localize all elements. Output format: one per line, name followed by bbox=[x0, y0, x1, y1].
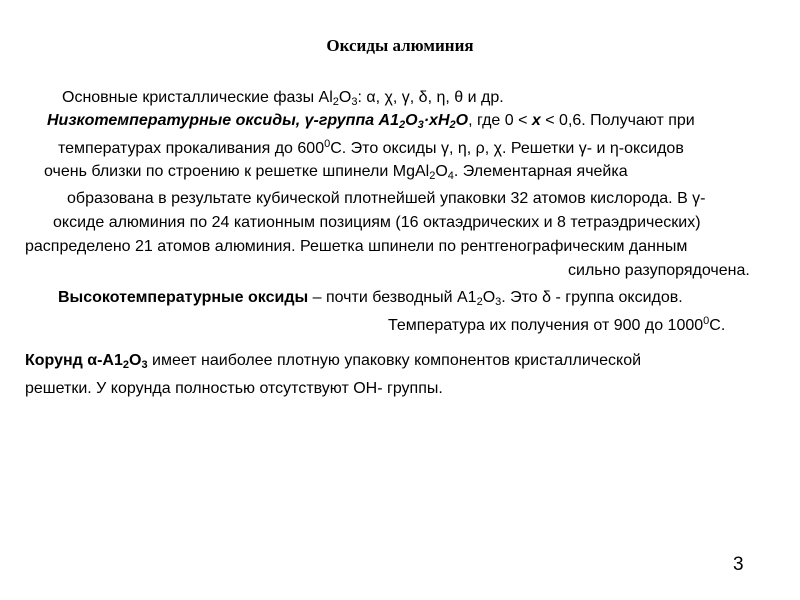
low-line-1-x: х bbox=[531, 112, 541, 129]
corundum-heading bbox=[25, 352, 148, 369]
low-line-2-sup: 0 bbox=[324, 138, 331, 150]
phases-text-a: Основные кристаллические фазы Al bbox=[62, 89, 333, 106]
low-line-3-c: . Элементарная ячейка bbox=[453, 163, 628, 180]
high-line-2-b: С. bbox=[709, 317, 726, 334]
low-temp-heading-text: Низкотемпературные оксиды, γ-группа А1 bbox=[47, 112, 400, 129]
low-line-1-rest-b: < 0,6. Получают при bbox=[540, 112, 695, 129]
low-line-3-b: O bbox=[435, 163, 448, 180]
low-temp-line-6: распределено 21 атомов алюминия. Решетка шпинели по рентгенографическим данным bbox=[25, 238, 688, 255]
corundum-heading-text: Корунд α-А1 bbox=[25, 352, 123, 369]
low-line-2-a: температурах прокаливания до 600 bbox=[58, 140, 325, 157]
main-phases-line bbox=[62, 88, 504, 108]
page-title: Оксиды алюминия bbox=[326, 36, 474, 55]
high-line-1-sub-2: 2 bbox=[476, 296, 483, 308]
high-line-2-a: Температура их получения от 900 до 1000 bbox=[388, 317, 704, 334]
low-line-3-sub-2: 2 bbox=[429, 170, 436, 182]
corundum-line-1-rest: имеет наиболее плотную упаковку компонентов кристаллической bbox=[147, 352, 642, 369]
phases-subscript-2: 2 bbox=[332, 96, 339, 108]
corundum-sub-3: 3 bbox=[141, 359, 148, 371]
low-heading-o: O bbox=[405, 112, 418, 129]
corundum-line-1 bbox=[25, 351, 641, 371]
corundum-heading-o: О bbox=[129, 352, 142, 369]
low-heading-sub-3: 3 bbox=[417, 119, 424, 131]
low-temp-line-5: оксиде алюминия по 24 катионным позициям (16 октаэдрических и 8 тетраэдрических) bbox=[53, 214, 701, 231]
high-line-2-sup: 0 bbox=[703, 315, 710, 327]
high-line-1-c: . Это δ - группа оксидов. bbox=[501, 289, 683, 306]
low-temp-line-1 bbox=[47, 111, 695, 131]
low-temp-heading bbox=[47, 112, 468, 129]
low-temp-line-3 bbox=[44, 162, 628, 182]
phases-subscript-3: 3 bbox=[351, 96, 358, 108]
low-line-1-rest-a: , где 0 < bbox=[468, 112, 532, 129]
page-number: 3 bbox=[733, 554, 744, 575]
phases-text-b: O bbox=[338, 89, 352, 106]
low-line-3-sub-4: 4 bbox=[447, 170, 454, 182]
low-temp-line-7: сильно разупорядочена. bbox=[568, 262, 750, 279]
high-temp-line-1 bbox=[58, 288, 683, 308]
high-line-1-a: – почти безводный А1 bbox=[308, 289, 477, 306]
high-temp-heading: Высокотемпературные оксиды bbox=[58, 289, 309, 306]
low-heading-mid: ·хН bbox=[423, 112, 450, 129]
low-temp-line-2 bbox=[58, 139, 684, 159]
low-heading-sub-2: 2 bbox=[399, 119, 406, 131]
high-line-1-sub-3: 3 bbox=[495, 296, 502, 308]
low-line-2-b: С. Это оксиды γ, η, ρ, χ. Решетки γ- и η-оксидов bbox=[330, 140, 684, 157]
low-heading-o2: О bbox=[455, 112, 469, 129]
high-line-1-b: О bbox=[482, 289, 496, 306]
phases-text-c: : α, χ, γ, δ, η, θ и др. bbox=[357, 89, 504, 106]
low-temp-line-4: образована в результате кубической плотнейшей упаковки 32 атомов кислорода. В γ- bbox=[67, 190, 706, 207]
high-temp-line-2 bbox=[388, 316, 725, 336]
corundum-sub-2: 2 bbox=[122, 359, 130, 371]
corundum-line-2: решетки. У корунда полностью отсутствуют ОН- группы. bbox=[25, 380, 443, 397]
low-line-3-a: очень близки по строению к решетке шпинели MgAl bbox=[44, 163, 430, 180]
low-heading-sub-h2: 2 bbox=[449, 119, 456, 131]
